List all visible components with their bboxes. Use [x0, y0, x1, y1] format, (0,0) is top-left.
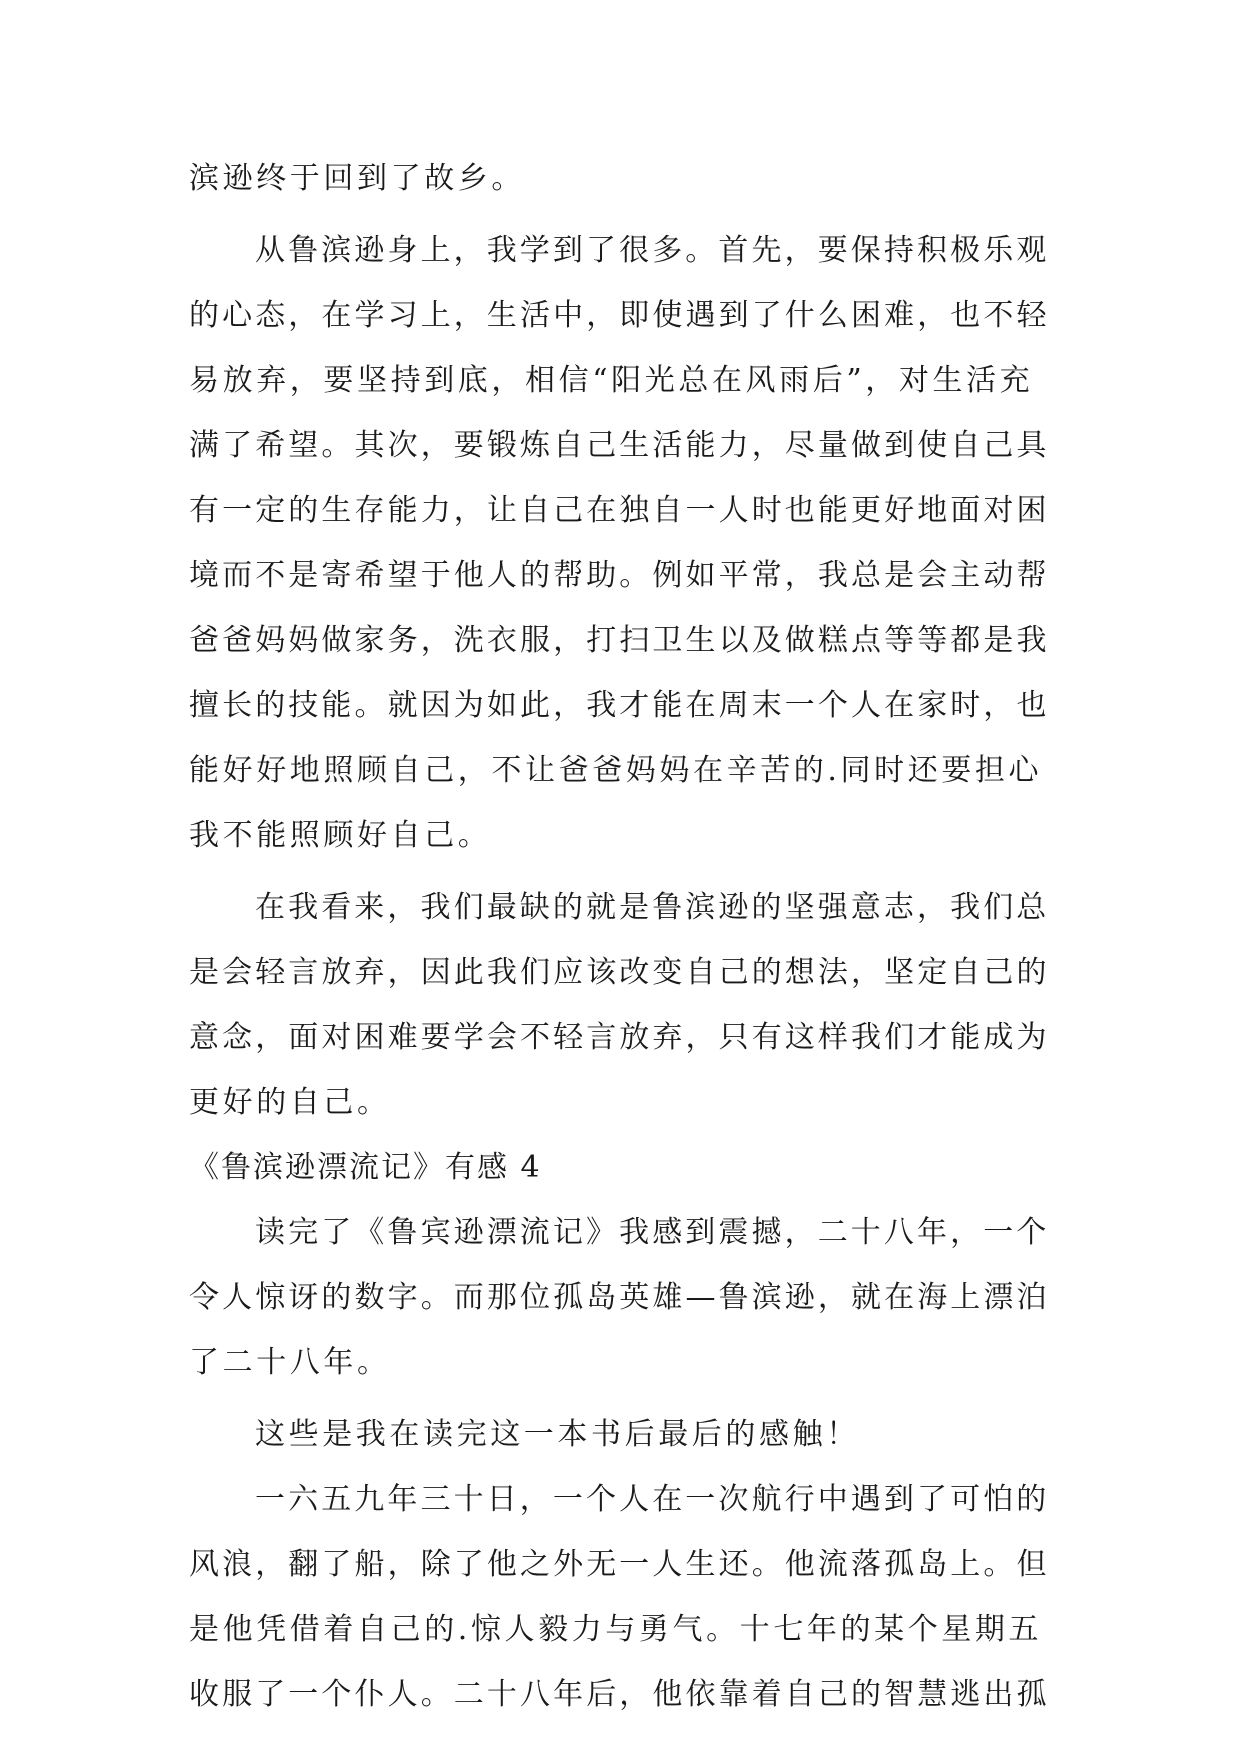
text-line: 是会轻言放弃，因此我们应该改变自己的想法，坚定自己的	[189, 955, 1050, 990]
text-line: 易放弃，要坚持到底，相信“阳光总在风雨后”，对生活充	[189, 363, 1034, 398]
text-line: 令人惊讶的数字。而那位孤岛英雄—鲁滨逊，就在海上漂泊	[189, 1280, 1050, 1315]
text-line: 爸爸妈妈做家务，洗衣服，打扫卫生以及做糕点等等都是我	[189, 623, 1050, 658]
text-line: 从鲁滨逊身上，我学到了很多。首先，要保持积极乐观	[255, 233, 1050, 268]
text-line: 在我看来，我们最缺的就是鲁滨逊的坚强意志，我们总	[255, 890, 1050, 925]
text-line: 有一定的生存能力，让自己在独自一人时也能更好地面对困	[189, 493, 1050, 528]
text-line: 能好好地照顾自己，不让爸爸妈妈在辛苦的.同时还要担心	[189, 753, 1043, 788]
text-line: 意念，面对困难要学会不轻言放弃，只有这样我们才能成为	[189, 1020, 1050, 1055]
text-line: 的心态，在学习上，生活中，即使遇到了什么困难，也不轻	[189, 298, 1050, 333]
text-line: 滨逊终于回到了故乡。	[189, 161, 525, 196]
text-line: 境而不是寄希望于他人的帮助。例如平常，我总是会主动帮	[189, 558, 1050, 593]
text-line: 读完了《鲁宾逊漂流记》我感到震撼，二十八年，一个	[255, 1215, 1050, 1250]
text-line: 擅长的技能。就因为如此，我才能在周末一个人在家时，也	[189, 688, 1050, 723]
text-line: 是他凭借着自己的.惊人毅力与勇气。十七年的某个星期五	[189, 1612, 1043, 1647]
text-line: 我不能照顾好自己。	[189, 818, 492, 853]
section-heading: 《鲁滨逊漂流记》有感 4	[189, 1150, 542, 1185]
text-line: 这些是我在读完这一本书后最后的感触！	[255, 1417, 860, 1452]
text-line: 了二十八年。	[189, 1345, 391, 1380]
text-line: 满了希望。其次，要锻炼自己生活能力，尽量做到使自己具	[189, 428, 1050, 463]
document-body	[189, 146, 1051, 1727]
text-line: 风浪，翻了船，除了他之外无一人生还。他流落孤岛上。但	[189, 1547, 1050, 1582]
text-line: 收服了一个仆人。二十八年后，他依靠着自己的智慧逃出孤	[189, 1677, 1050, 1712]
text-line: 更好的自己。	[189, 1085, 391, 1120]
text-line: 一六五九年三十日，一个人在一次航行中遇到了可怕的	[255, 1482, 1050, 1517]
